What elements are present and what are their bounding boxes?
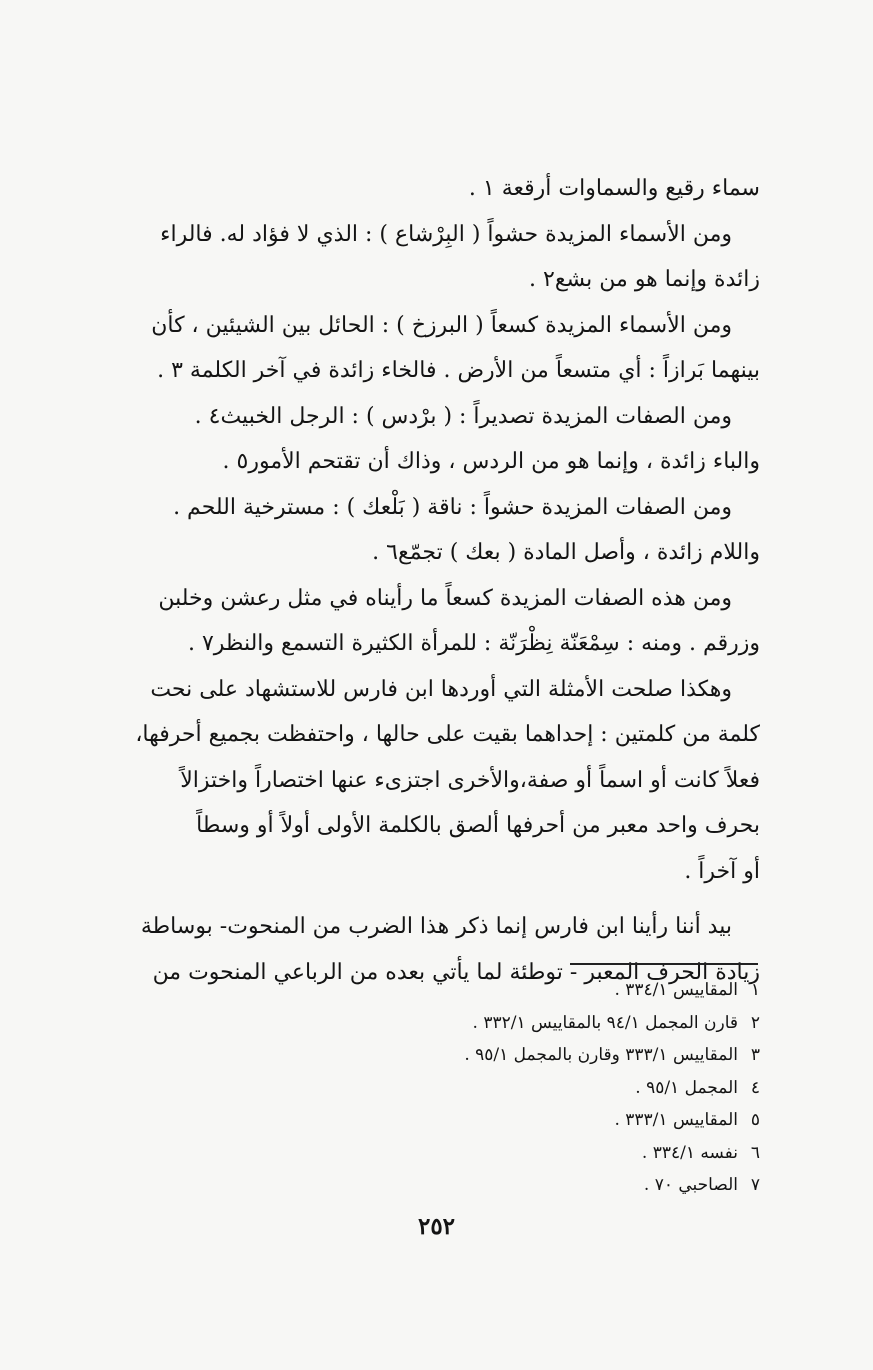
text-line: وزرقم . ومنه : سِمْعَنّة نِظْرَنّة : للمرأة الكثيرة التسمع والنظر٧ .	[187, 631, 760, 656]
text-line: زيادة الحرف المعبر - توطئة لما يأتي بعده من الرباعي المنحوت من	[152, 959, 760, 985]
text-line: والباء زائدة ، وإنما هو من الردس ، وذاك أن تقتحم الأمور٥ .	[222, 449, 760, 474]
text-line: ومن الصفات المزيدة تصديراً : ( برْدس ) : الرجل الخبيث٤ .	[194, 403, 732, 429]
text-line: سماء رقيع والسماوات أرقعة ١ .	[468, 176, 760, 201]
text-line: كلمة من كلمتين : إحداهما بقيت على حالها ، واحتفظت بجميع أحرفها،	[135, 722, 760, 747]
footnote	[300, 1104, 760, 1137]
text-line: بيد أننا رأينا ابن فارس إنما ذكر هذا الضرب من المنحوت- بوساطة	[140, 914, 732, 939]
footnote	[300, 1007, 760, 1040]
footnote-text: الصاحبي ٧٠ .	[643, 1175, 738, 1195]
page-number: ٢٥٢	[417, 1213, 456, 1240]
footnotes	[300, 974, 760, 1202]
footnote-text: المقاييس ٣٣٣/١ وقارن بالمجمل ٩٥/١ .	[464, 1045, 738, 1065]
footnote	[300, 1169, 760, 1202]
footnote-number: ٢	[750, 1012, 760, 1033]
text-line: واللام زائدة ، وأصل المادة ( بعك ) تجمّع٦ .	[372, 540, 760, 565]
text-line: وهكذا صلحت الأمثلة التي أوردها ابن فارس للاستشهاد على نحت	[150, 676, 732, 702]
footnote-text: نفسه ٣٣٤/١ .	[641, 1142, 738, 1163]
footnote-text: المقاييس ٣٣٣/١ .	[614, 1110, 738, 1130]
footnote	[300, 1072, 760, 1105]
footnote-number: ٧	[750, 1175, 760, 1195]
footnote-number: ٥	[750, 1110, 760, 1130]
footnote-number: ٣	[750, 1045, 760, 1065]
footnote-number: ٤	[750, 1077, 760, 1098]
footnote-divider	[570, 963, 758, 965]
footnote-number: ١	[750, 980, 760, 1000]
footnote	[300, 1137, 760, 1170]
footnote	[300, 1039, 760, 1072]
text-line: زائدة وإنما هو من بشع٢ .	[529, 267, 760, 292]
footnote-text: قارن المجمل ٩٤/١ بالمقاييس ٣٣٢/١ .	[472, 1012, 738, 1033]
footnote-number: ٦	[750, 1142, 760, 1163]
text-line: أو آخراً .	[684, 858, 760, 884]
text-line: فعلاً كانت أو اسماً أو صفة،والأخرى اجتزىء عنها اختصاراً واختزالاً	[180, 767, 760, 793]
footnote-text: المقاييس ٣٣٤/١ .	[614, 980, 738, 1000]
text-line: ومن الأسماء المزيدة كسعاً ( البرزخ ) : الحائل بين الشيئين ، كأن	[151, 312, 732, 338]
text-line: ومن هذه الصفات المزيدة كسعاً ما رأيناه في مثل رعشن وخلبن	[158, 585, 732, 611]
footnote	[300, 974, 760, 1007]
text-line: بحرف واحد معبر من أحرفها ألصق بالكلمة الأولى أولاً أو وسطاً	[196, 813, 760, 838]
text-line: ومن الصفات المزيدة حشواً : ناقة ( بَلْعك ) : مسترخية اللحم .	[173, 494, 732, 520]
body-text	[84, 166, 760, 995]
text-line: بينهما بَرازاً : أي متسعاً من الأرض . فالخاء زائدة في آخر الكلمة ٣ .	[157, 358, 760, 383]
footnote-text: المجمل ٩٥/١ .	[635, 1077, 738, 1098]
text-line: ومن الأسماء المزيدة حشواً ( البِرْشاع ) : الذي لا فؤاد له. فالراء	[160, 221, 732, 247]
